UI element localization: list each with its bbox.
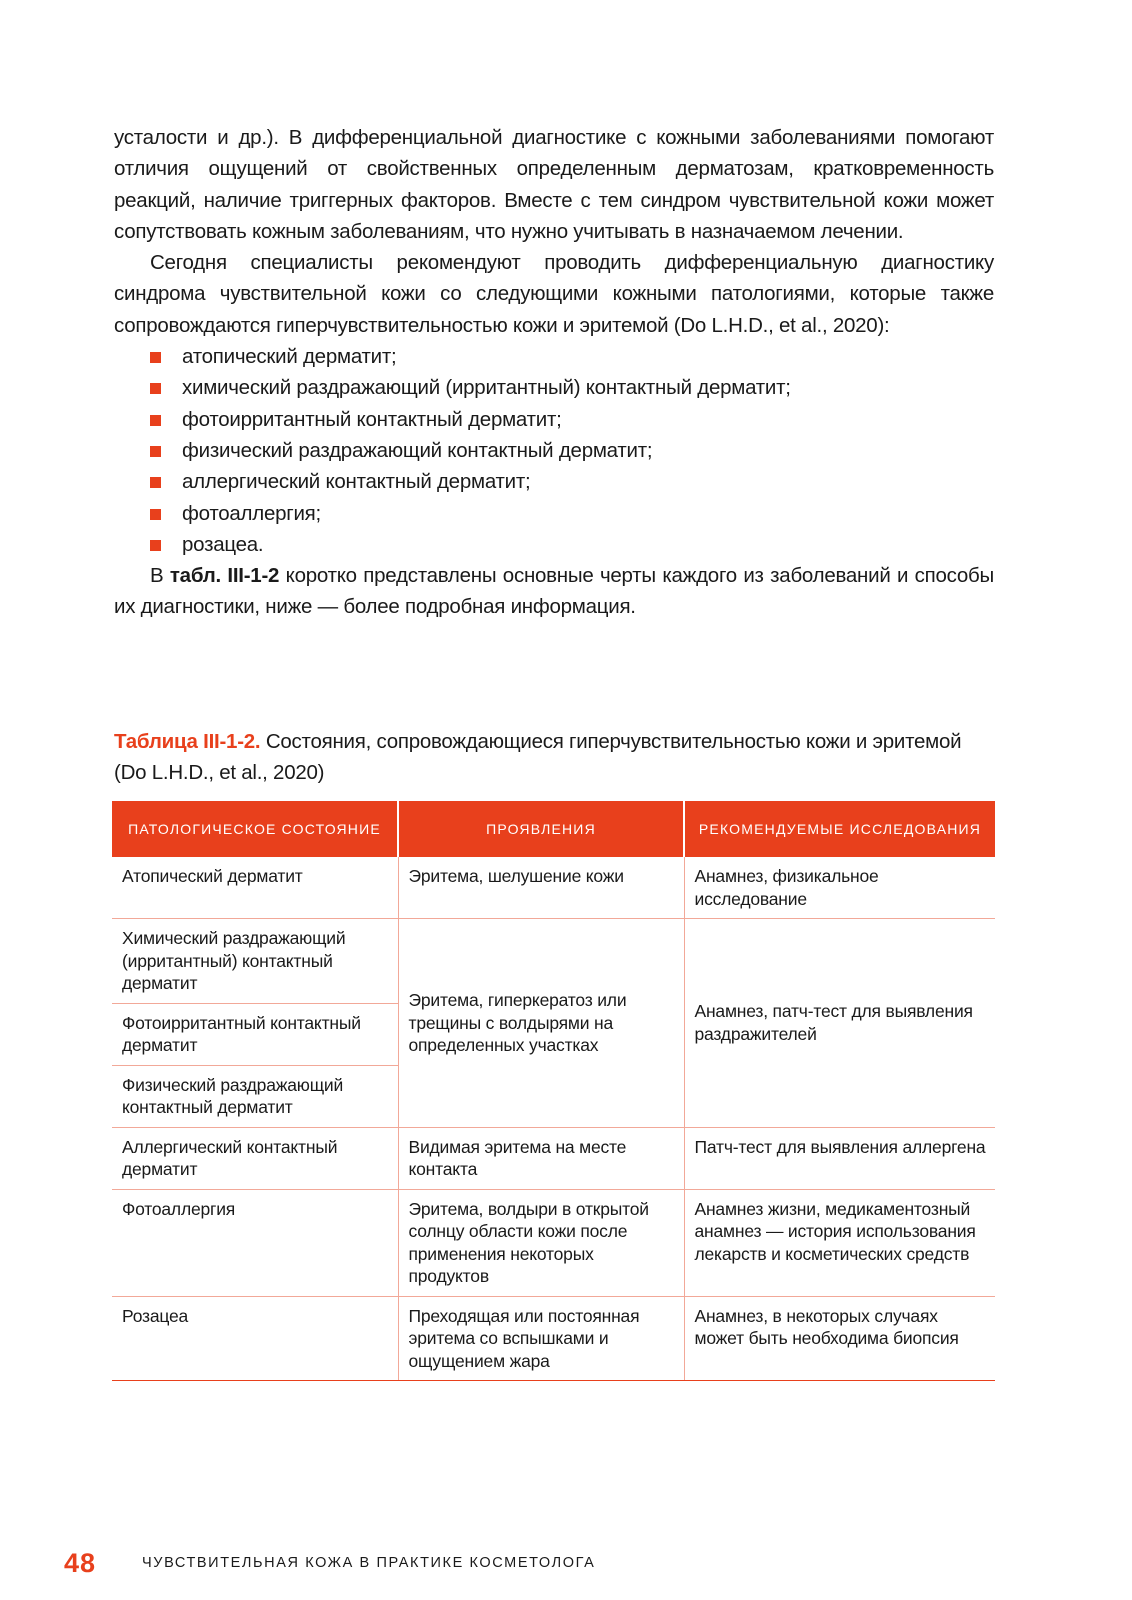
table-row	[112, 1189, 995, 1296]
header-manifestation: ПРОЯВЛЕНИЯ	[398, 801, 684, 857]
tests-cell: Анамнез, патч-тест для выявления раздражителей	[684, 919, 995, 1128]
list-item: атопический дерматит;	[114, 341, 994, 372]
paragraph-1: усталости и др.). В дифференциальной диагностике с кожными заболеваниями помогают отличия ощущений от свойственных определенным дерматозам, кратковременность реакций, наличие триггерных факторов. Вместе с тем синдром чувствительной кожи может сопутствовать кожным заболеваниям, что нужно учитывать в назначаемом лечении.	[114, 126, 994, 243]
table-row	[112, 1296, 995, 1381]
manifestation-cell: Преходящая или постоянная эритема со вспышками и ощущением жара	[398, 1296, 684, 1381]
table-row	[112, 1127, 995, 1189]
condition-cell: Атопический дерматит	[112, 857, 398, 919]
paragraph-2: Сегодня специалисты рекомендуют проводить дифференциальную диагностику синдрома чувствительной кожи со следующими кожными патологиями, которые также сопровождаются гиперчувствительностью кожи и эритемой (Do L.H.D., et al., 2020):	[114, 251, 994, 337]
header-condition: ПАТОЛОГИЧЕСКОЕ СОСТОЯНИЕ	[112, 801, 398, 857]
bullet-square-icon	[150, 415, 161, 426]
list-item: химический раздражающий (ирритантный) контактный дерматит;	[114, 372, 994, 403]
tests-cell: Патч-тест для выявления аллергена	[684, 1127, 995, 1189]
list-item: розацеа.	[114, 529, 994, 560]
paragraph-3: В табл. III-1-2 коротко представлены основные черты каждого из заболеваний и способы их диагностики, ниже — более подробная информация.	[114, 564, 994, 619]
table-caption-label: Таблица III-1-2.	[114, 730, 261, 753]
manifestation-cell: Эритема, волдыри в открытой солнцу области кожи после применения некоторых продуктов	[398, 1189, 684, 1296]
manifestation-cell: Эритема, гиперкератоз или трещины с волдырями на определенных участках	[398, 919, 684, 1128]
manifestation-cell: Видимая эритема на месте контакта	[398, 1127, 684, 1189]
table-caption	[114, 726, 994, 788]
header-tests: РЕКОМЕНДУЕМЫЕ ИССЛЕДОВАНИЯ	[684, 801, 995, 857]
body-text	[114, 122, 994, 623]
list-item: фотоаллергия;	[114, 498, 994, 529]
table-row	[112, 857, 995, 919]
bullet-square-icon	[150, 477, 161, 488]
running-title: ЧУВСТВИТЕЛЬНАЯ КОЖА В ПРАКТИКЕ КОСМЕТОЛОГА	[142, 1555, 596, 1571]
bullet-square-icon	[150, 540, 161, 551]
manifestation-cell: Эритема, шелушение кожи	[398, 857, 684, 919]
bullet-square-icon	[150, 509, 161, 520]
condition-cell: Фотоаллергия	[112, 1189, 398, 1296]
table-caption-text: Состояния, сопровождающиеся гиперчувствительностью кожи и эритемой (Do L.H.D., et al., 2020)	[114, 730, 962, 784]
bullet-square-icon	[150, 352, 161, 363]
list-item: физический раздражающий контактный дерматит;	[114, 435, 994, 466]
condition-cell: Физический раздражающий контактный дерматит	[112, 1065, 398, 1127]
condition-cell: Розацеа	[112, 1296, 398, 1381]
list-item: фотоирритантный контактный дерматит;	[114, 404, 994, 435]
tests-cell: Анамнез, физикальное исследование	[684, 857, 995, 919]
tests-cell: Анамнез жизни, медикаментозный анамнез — история использования лекарств и косметических средств	[684, 1189, 995, 1296]
table-header-row	[112, 801, 995, 857]
page-number: 48	[64, 1547, 97, 1578]
table-row	[112, 919, 995, 1004]
table-reference: табл. III-1-2	[169, 564, 280, 588]
condition-cell: Химический раздражающий (ирритантный) контактный дерматит	[112, 919, 398, 1004]
list-item: аллергический контактный дерматит;	[114, 466, 994, 497]
condition-list	[114, 341, 994, 560]
conditions-table	[112, 801, 995, 1381]
condition-cell: Аллергический контактный дерматит	[112, 1127, 398, 1189]
tests-cell: Анамнез, в некоторых случаях может быть необходима биопсия	[684, 1296, 995, 1381]
page-footer	[64, 1548, 595, 1578]
condition-cell: Фотоирритантный контактный дерматит	[112, 1003, 398, 1065]
bullet-square-icon	[150, 446, 161, 457]
bullet-square-icon	[150, 383, 161, 394]
